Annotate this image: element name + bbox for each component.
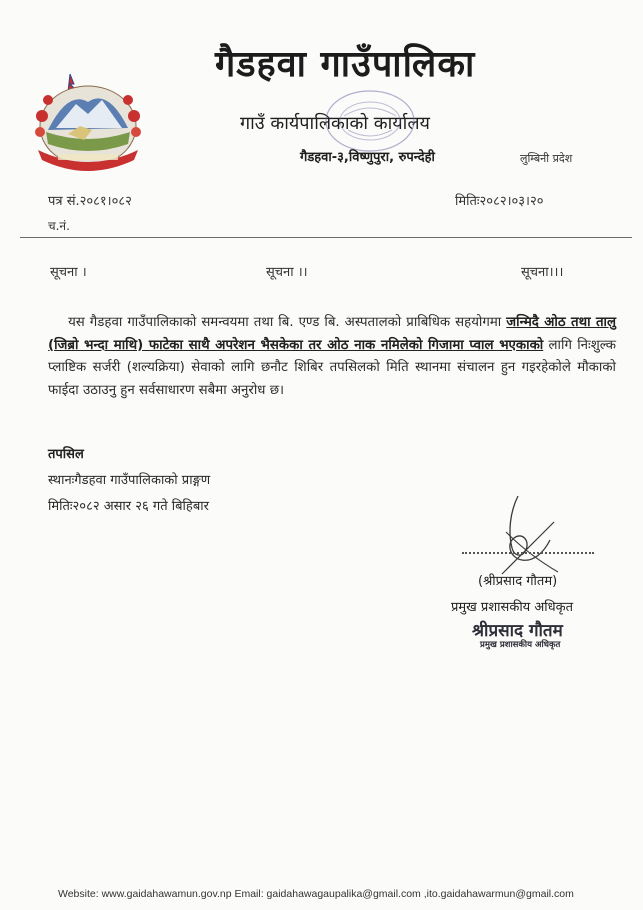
- dispatch-number: च.नं.: [48, 219, 70, 233]
- nepal-emblem-logo: [28, 70, 146, 174]
- schedule-date: मितिः२०८२ असार २६ गते बिहिबार: [48, 499, 209, 514]
- office-address: गैडहवा-३,विष्णुपुरा, रुपन्देही: [300, 150, 435, 165]
- office-name: गाउँ कार्यपालिकाको कार्यालय: [240, 113, 430, 134]
- signatory-stamp-title: प्रमुख प्रशासकीय अधिकृत: [480, 640, 561, 650]
- signature-line: [462, 552, 594, 554]
- notice-heading-2: सूचना ।।: [266, 265, 308, 280]
- signatory-stamp-name: श्रीप्रसाद गौतम: [472, 621, 563, 641]
- letter-reference-number: पत्र सं.२०८१।०८२: [48, 194, 132, 209]
- municipality-name: गैडहवा गाउँपालिका: [215, 44, 476, 85]
- province-name: लुम्बिनी प्रदेश: [520, 152, 573, 165]
- signatory-title: प्रमुख प्रशासकीय अधिकृत: [451, 600, 574, 615]
- handwritten-signature: [488, 492, 568, 578]
- schedule-heading: तपसिल: [48, 447, 84, 462]
- notice-heading-3: सूचना।।।: [521, 265, 564, 280]
- notice-heading-1: सूचना ।: [50, 265, 87, 280]
- body-underlined-text: जन्मिदै ओठ तथा तालु (जिब्रो भन्दा माथि) फाटेका साथै अपरेशन भैसकेका तर ओठ नाक नमिलेको गिजामा प्वाल भएकाको: [48, 315, 616, 353]
- header-divider: [20, 237, 632, 238]
- letter-date: मितिः२०८२।०३।२०: [455, 194, 544, 209]
- schedule-place: स्थानःगैडहवा गाउँपालिकाको प्राङ्गण: [48, 473, 211, 488]
- body-lead: यस गैडहवा गाउँपालिकाको समन्वयमा तथा बि. एण्ड बि. अस्पतालको प्राबिधिक सहयोगमा: [68, 315, 502, 330]
- body-rest: लागि निःशुल्क प्लाष्टिक सर्जरी (शल्यक्रिया) सेवाको लागि छनौट शिबिर तपसिलको मिति स्थानमा संचालन हुन गइरहेकोले मौकाको फाईदा उठाउनु हुन सर्वसाधारण सबैमा अनुरोध छ।: [48, 337, 616, 398]
- notice-body: [48, 312, 616, 402]
- signatory-name: (श्रीप्रसाद गौतम): [478, 574, 558, 589]
- office-seal-stamp: [322, 86, 418, 156]
- footer-contact: Website: www.gaidahawamun.gov.np Email: gaidahawagaupalika@gmail.com ,ito.gaidahawarmun@gmail.com: [58, 888, 574, 900]
